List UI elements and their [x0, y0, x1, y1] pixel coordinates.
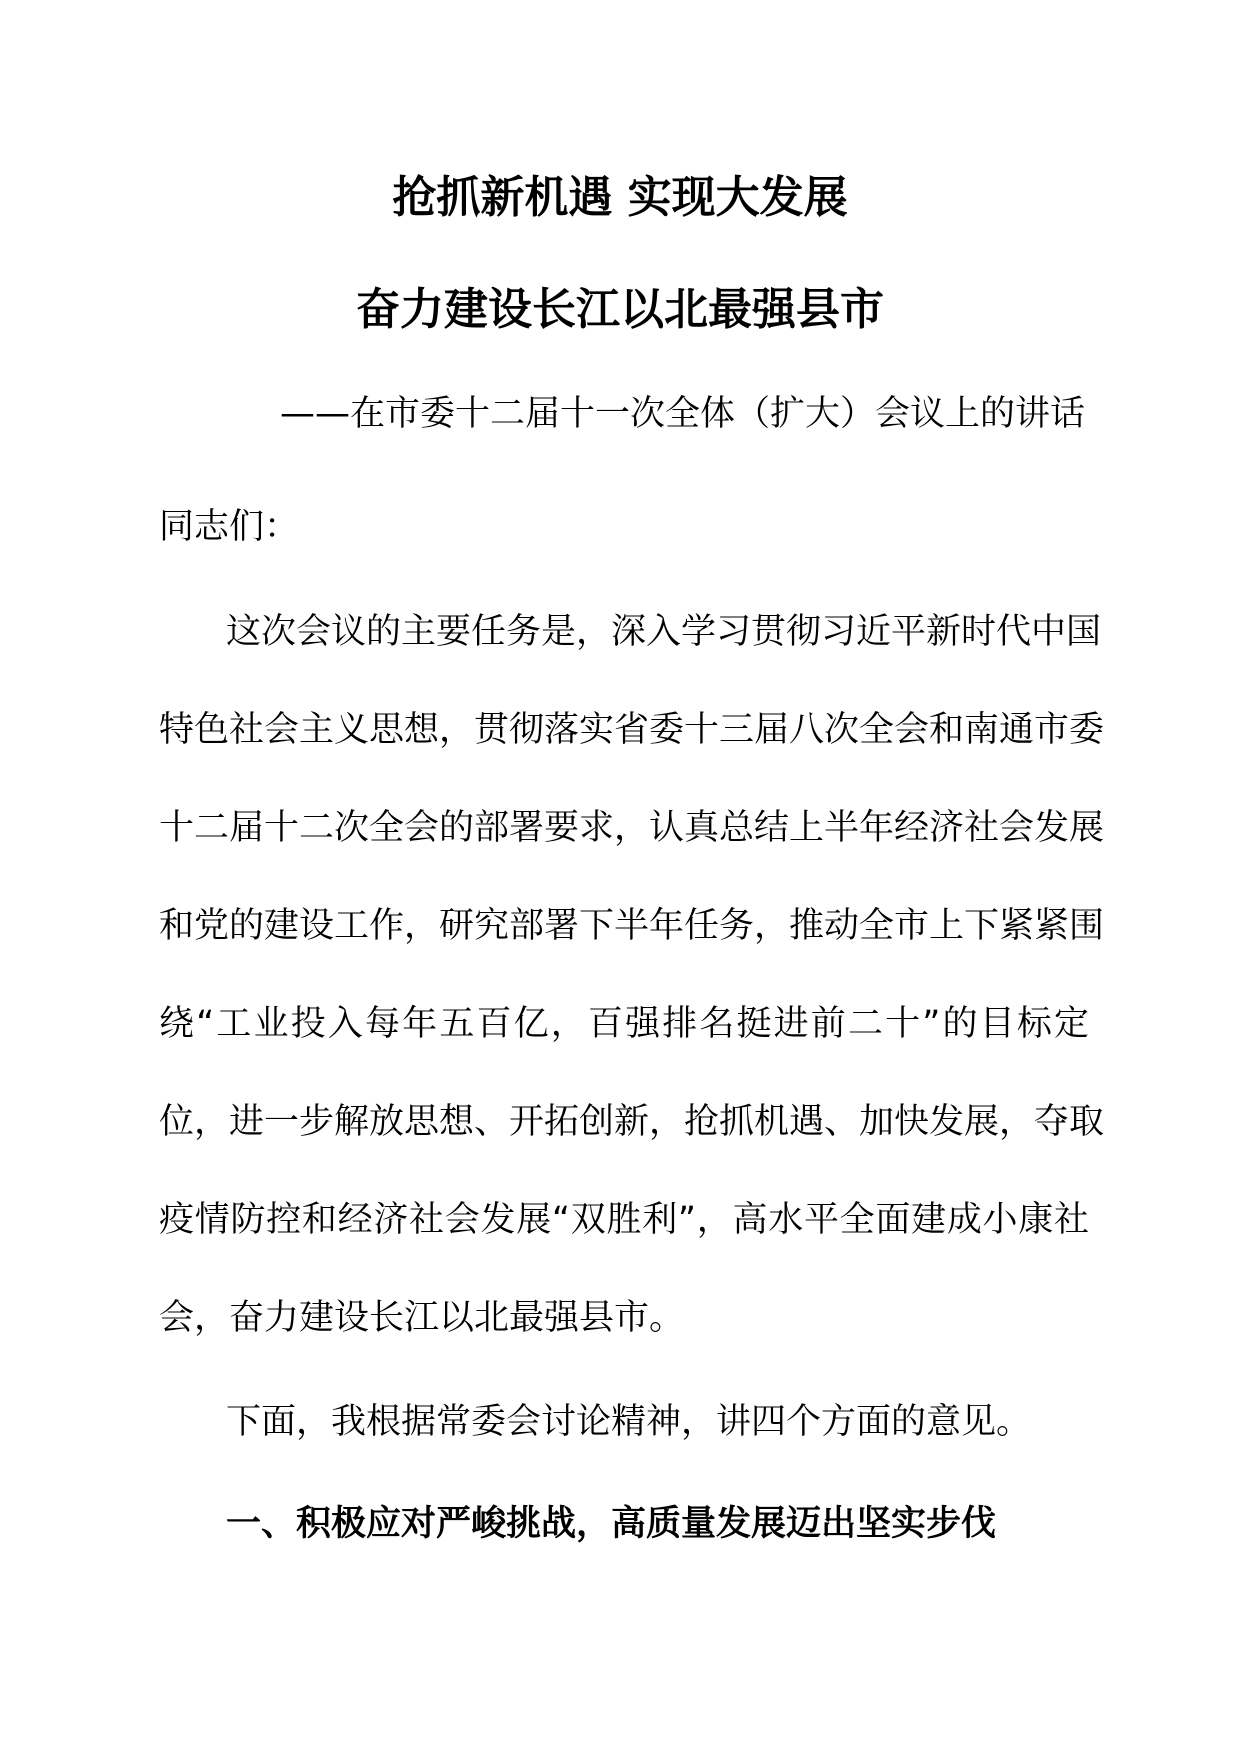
document-title-line-1: 抢抓新机遇 实现大发展: [392, 172, 848, 223]
paragraph-2: 下面，我根据常委会讨论精神，讲四个方面的意见。: [226, 1402, 1032, 1442]
document-subtitle: ——在市委十二届十一次全体（扩大）会议上的讲话: [280, 394, 1086, 434]
document-title-line-2: 奋力建设长江以北最强县市: [356, 284, 884, 335]
paragraph-1-line-2: 特色社会主义思想，贯彻落实省委十三届八次全会和南通市委: [159, 710, 1105, 750]
paragraph-1-line-4: 和党的建设工作，研究部署下半年任务，推动全市上下紧紧围: [159, 906, 1105, 946]
paragraph-1-line-3: 十二届十二次全会的部署要求，认真总结上半年经济社会发展: [159, 808, 1105, 848]
paragraph-1-line-5: 绕“工业投入每年五百亿，百强排名挺进前二十”的目标定: [159, 1004, 1089, 1044]
paragraph-1-line-6: 位，进一步解放思想、开拓创新，抢抓机遇、加快发展，夺取: [159, 1102, 1105, 1142]
salutation: 同志们：: [159, 507, 300, 547]
paragraph-1-line-1: 这次会议的主要任务是，深入学习贯彻习近平新时代中国: [226, 612, 1102, 652]
paragraph-1-line-7: 疫情防控和经济社会发展“双胜利”，高水平全面建成小康社: [159, 1200, 1089, 1240]
paragraph-1-line-8: 会，奋力建设长江以北最强县市。: [159, 1298, 685, 1338]
section-heading-1: 一、积极应对严峻挑战，高质量发展迈出坚实步伐: [226, 1504, 997, 1544]
